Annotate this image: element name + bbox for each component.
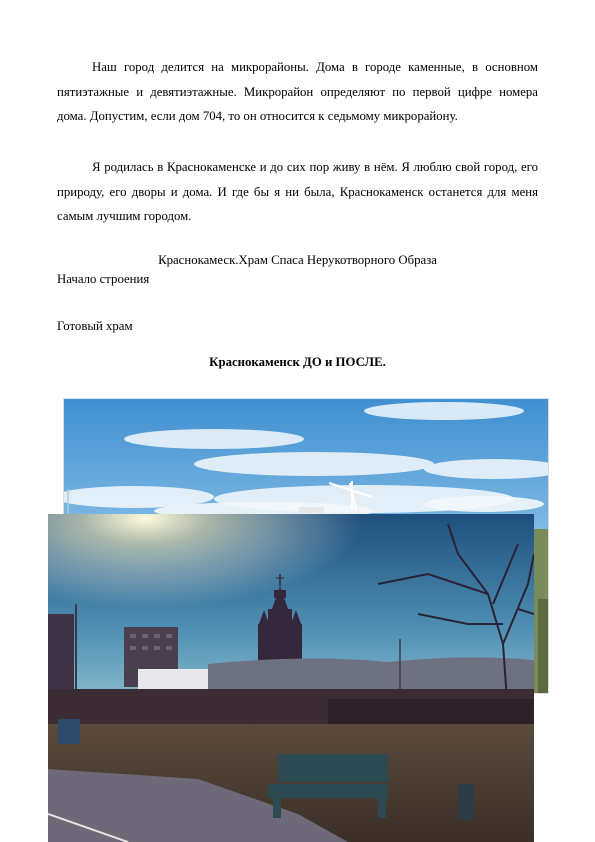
before-after-heading: Краснокаменск ДО и ПОСЛЕ. <box>209 355 386 369</box>
photo-after-construction <box>48 514 534 842</box>
finished-temple-label: Готовый храм <box>57 319 133 333</box>
temple-caption: Краснокамеск.Храм Спаса Нерукотворного Образа <box>158 253 437 267</box>
paragraph-hometown: Я родилась в Краснокаменске и до сих пор живу в нём. Я люблю свой город, его природу, его дворы и дома. И где бы я ни была, Краснокаменск останется для меня самым лучшим городом. <box>57 160 538 224</box>
paragraph-districts: Наш город делится на микрорайоны. Дома в городе каменные, в основном пятиэтажные и девятиэтажные. Микрорайон определяют по первой цифре номера дома. Допустим, если дом 704, то он относится к седьмому микрорайону. <box>57 60 538 124</box>
construction-start-label: Начало строения <box>57 272 150 286</box>
